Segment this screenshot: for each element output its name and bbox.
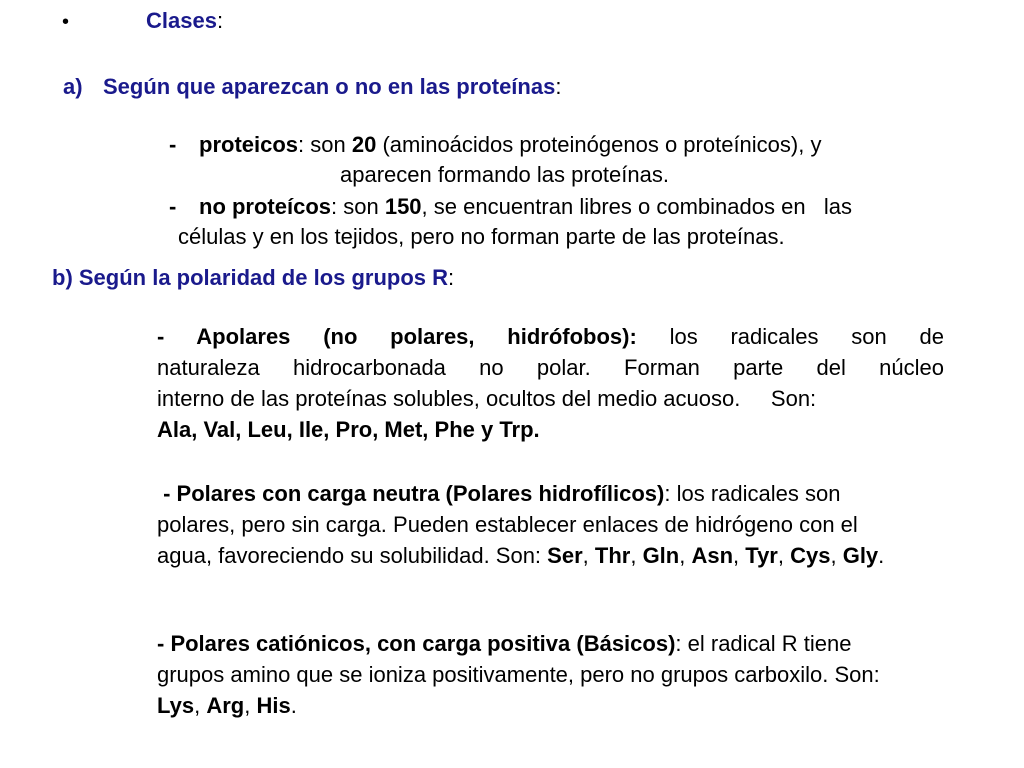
proteicos-text-1: : son [298,132,352,157]
polares-neutros-heading: - Polares con carga neutra (Polares hidrofílicos) [157,481,665,506]
aa-thr: Thr [594,543,631,568]
no-proteicos-text-1: : son [331,194,385,219]
apolares-paragraph [157,321,944,445]
aa-cys: Cys [790,543,831,568]
apolares-line-1 [157,321,944,352]
section-b-text: b) Según la polaridad de los grupos R [52,265,449,290]
separator: , [630,543,643,568]
separator: , [679,543,692,568]
heading-clases-label: Clases [146,8,217,33]
aa-his: His [256,693,291,718]
period: . [878,543,885,568]
section-b-title [52,263,454,293]
separator: , [733,543,746,568]
period: . [290,693,297,718]
no-proteicos-text-2: , se encuentran libres o combinados en las [421,194,853,219]
no-proteicos-count: 150 [384,194,422,219]
aa-gln: Gln [642,543,680,568]
apolares-heading: - Apolares (no polares, hidrófobos): [157,324,637,349]
polares-cationicos-heading: - Polares catiónicos, con carga positiva (Básicos) [157,631,676,656]
section-a-text: Según que aparezcan o no en las proteínas [103,74,556,99]
no-proteicos-line-2: células y en los tejidos, pero no forman parte de las proteínas. [178,224,785,249]
apolares-line-3: interno de las proteínas solubles, ocultos del medio acuoso. Son: [157,386,817,411]
aa-tyr: Tyr [745,543,778,568]
apolares-text-1: los radicales son de [636,324,944,349]
aa-gly: Gly [842,543,879,568]
section-a-colon: : [555,74,562,99]
proteicos-line-2: aparecen formando las proteínas. [340,162,669,187]
separator: , [244,693,257,718]
section-a-label: a) [63,74,83,99]
section-b-colon: : [448,265,455,290]
heading-colon: : [216,8,224,33]
aa-asn: Asn [691,543,734,568]
proteicos-text-2: (aminoácidos proteinógenos o proteínicos), y [376,132,822,157]
no-proteicos-dash: - [169,194,177,219]
separator: , [830,543,843,568]
proteicos-line-1 [169,130,821,160]
apolares-line-2: naturaleza hidrocarbonada no polar. Forman parte del núcleo [157,355,944,380]
no-proteicos-term: no proteícos [199,194,332,219]
separator: , [777,543,791,568]
section-a-title [63,72,561,102]
polares-neutros-text: : los radicales son polares, pero sin carga. Pueden establecer enlaces de hidrógeno con el agua, favoreciendo su solubilidad. Son: [157,481,858,568]
bullet-icon: • [62,11,70,33]
separator: , [194,693,207,718]
aa-arg: Arg [206,693,245,718]
separator: , [582,543,595,568]
no-proteicos-line-1 [169,192,852,222]
aa-lys: Lys [157,693,195,718]
proteicos-count: 20 [351,132,377,157]
heading-clases [146,6,223,36]
polares-neutros-paragraph [157,478,917,571]
apolares-aminoacids: Ala, Val, Leu, Ile, Pro, Met, Phe y Trp. [157,417,540,442]
polares-cationicos-paragraph [157,628,917,721]
aa-ser: Ser [547,543,583,568]
proteicos-term: proteicos [199,132,299,157]
polares-cationicos-text: : el radical R tiene grupos amino que se ioniza positivamente, pero no grupos carboxilo. Son: [157,631,880,687]
proteicos-dash: - [169,132,177,157]
